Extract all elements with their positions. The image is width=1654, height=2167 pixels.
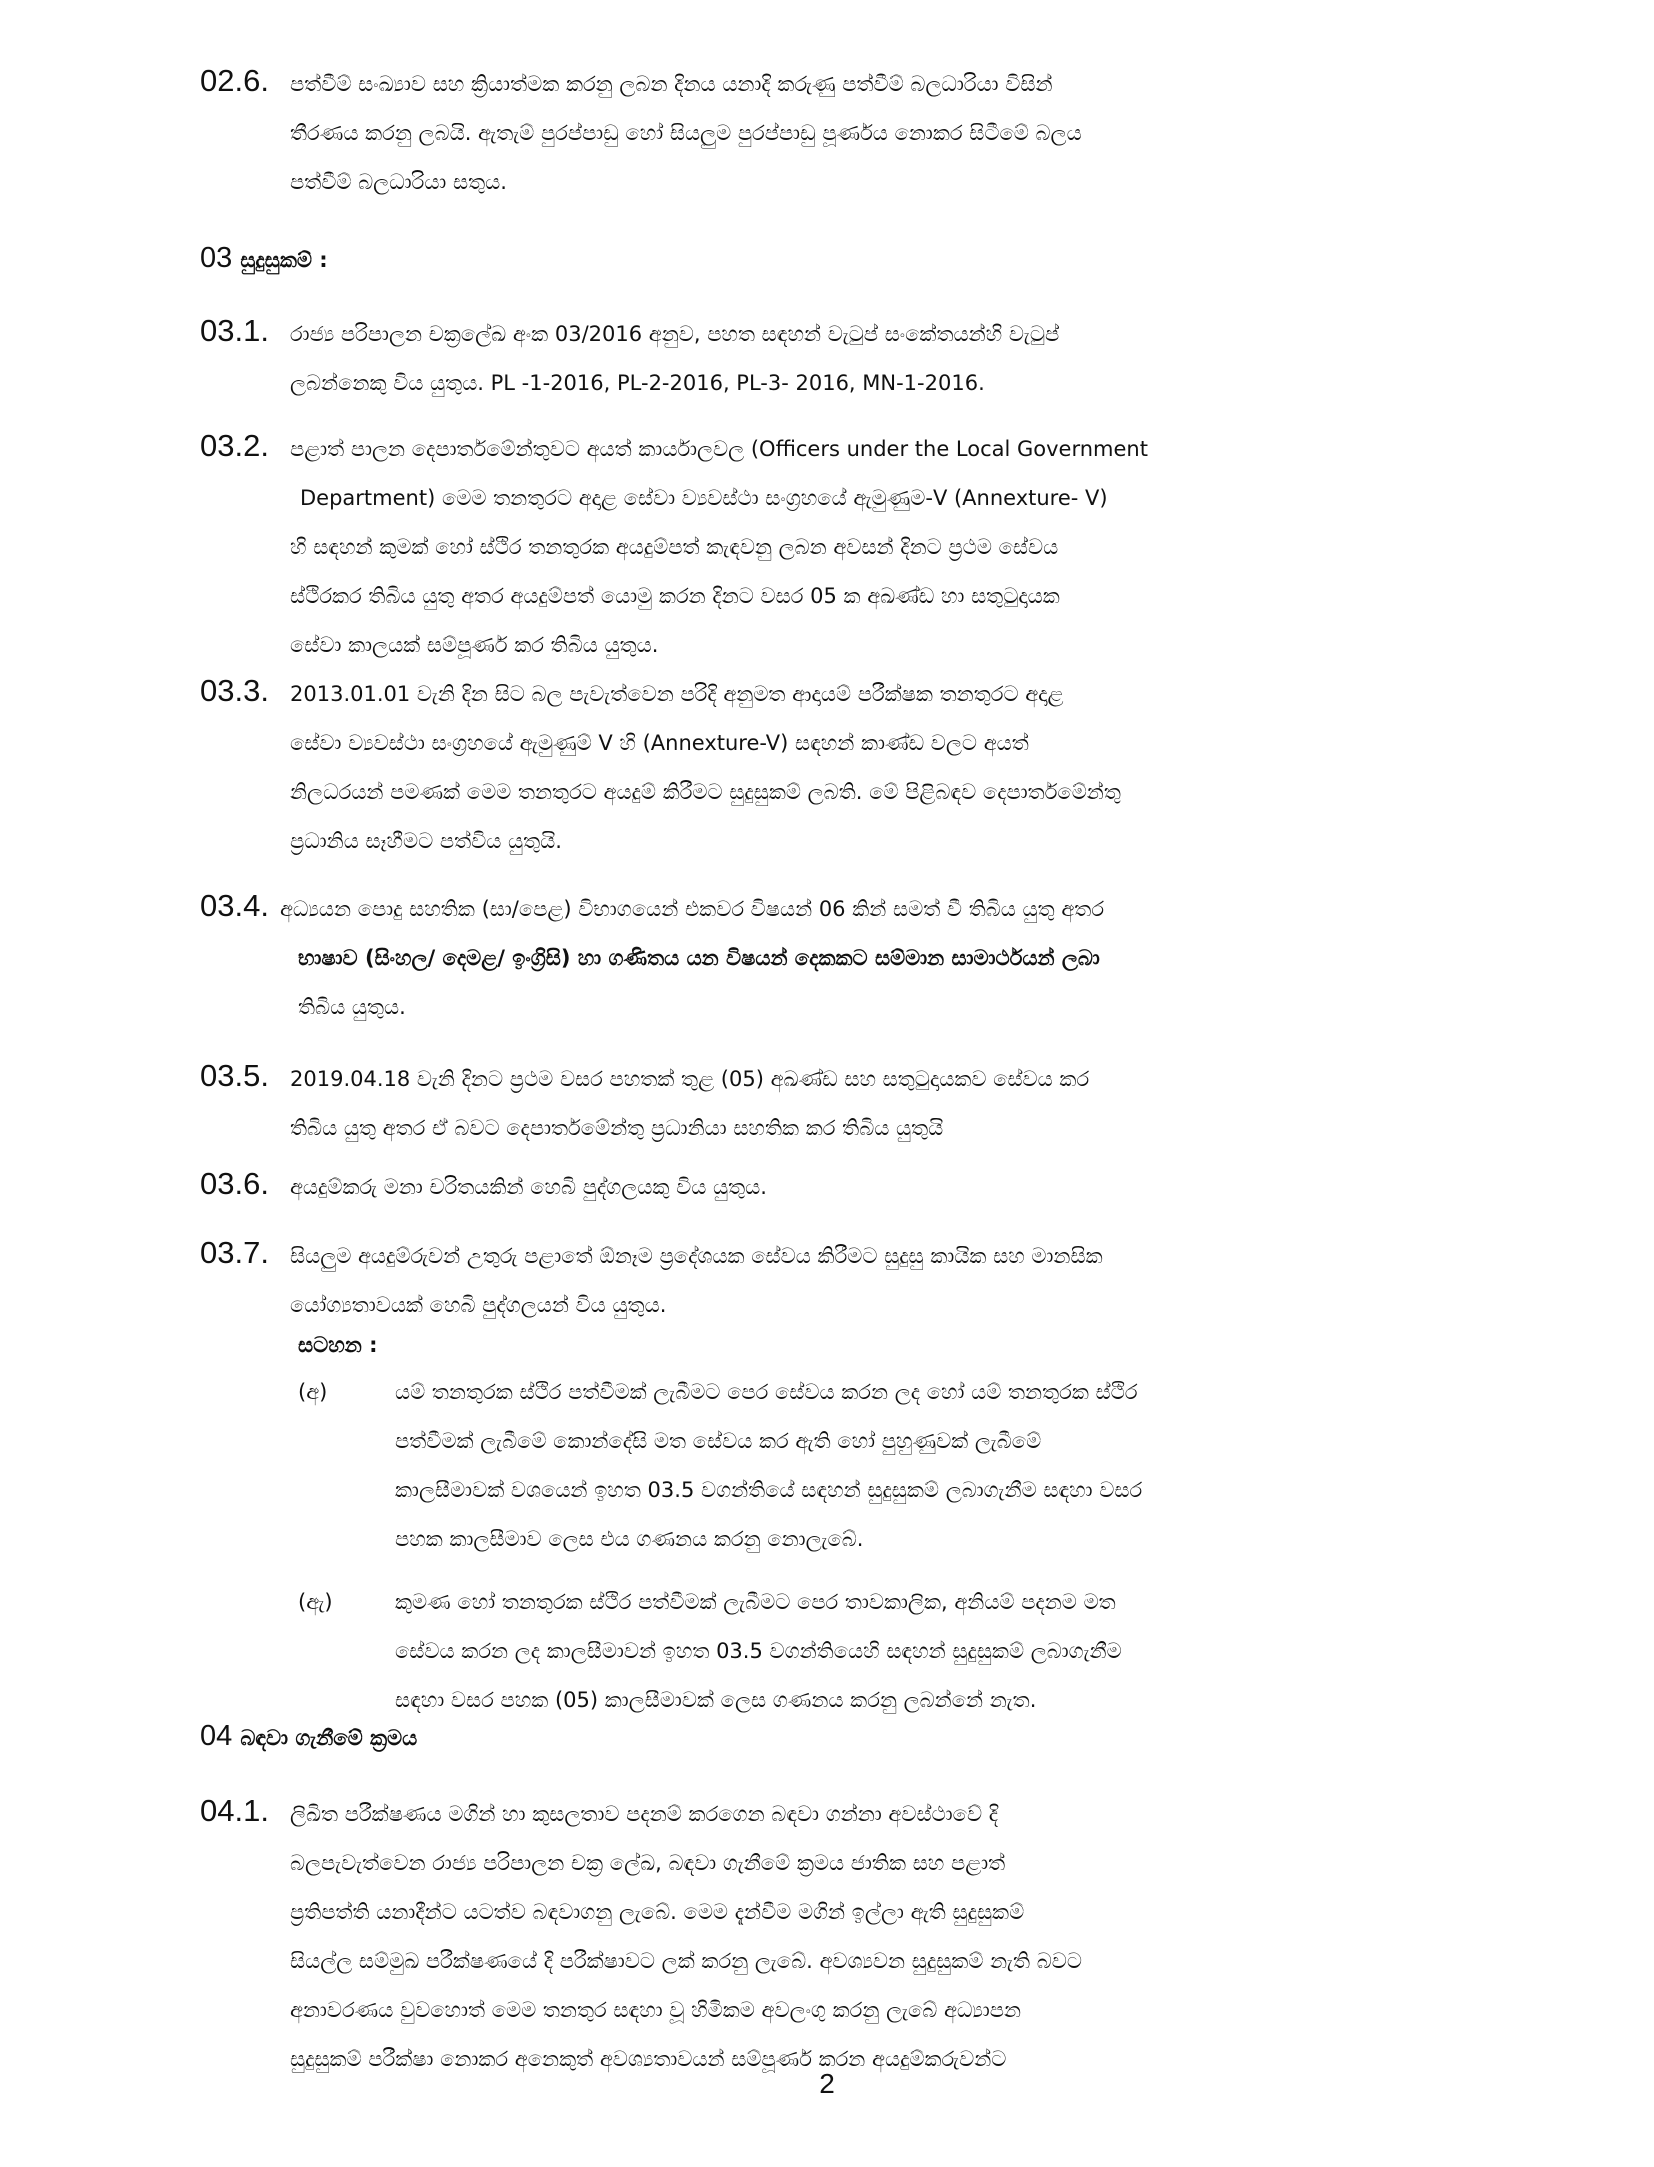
text-line: 2019.04.18 වැනි දිනට ප්‍රථම වසර පහතක් තුළ (05) අඛණ්ඩ සහ සතුටුදායකව සේවය කර — [290, 1067, 1090, 1091]
text-line: අයදුම්කරු මනා චරිතයකින් හෙබි පුද්ගලයකු විය යුතුය. — [290, 1175, 767, 1199]
text-line: අධ්‍යයන පොදු සහතික (සා/පෙළ) විභාගයෙන් එකවර විෂයන් 06 කින් සමත් වී තිබිය යුතු අතර — [280, 897, 1105, 921]
text-line: අනාවරණය වුවහොත් මෙම තනතුර සඳහා වූ හිමිකම අවලංගු කරනු ලැබේ අධ්‍යාපන — [290, 1998, 1022, 2022]
clause-03-1 — [200, 310, 1450, 408]
clause-text — [290, 1163, 1450, 1212]
clause-number: 03.7. — [200, 1235, 269, 1270]
text-line: හි සඳහන් කුමක් හෝ ස්ථිර තනතුරක අයදුම්පත් කැඳවනු ලබන අවසන් දිනට ප්‍රථම සේවය — [290, 535, 1059, 559]
clause-number: 03.3. — [200, 673, 269, 708]
sub-clause-a-text — [395, 1368, 1450, 1564]
sub-clause-marker: (අ) — [298, 1380, 328, 1404]
text-line: සියල්ල සම්මුඛ පරීක්ෂණයේ දි පරීක්ෂාවට ලක් කරනු ලැබේ. අවශ්‍යවන සුදුසුකම් නැති බවට — [290, 1949, 1082, 1973]
text-line: තීරණය කරනු ලබයි. ඇතැම් පුරප්පාඩු හෝ සියලුම පුරප්පාඩු පූර්ණය නොකර සිටීමේ බලය — [290, 121, 1082, 145]
text-line: භාෂාව (සිංහල/ දෙමළ/ ඉංග්‍රිසි) හා ගණිතය යන විෂයන් දෙකකට සම්මාන සාමාර්ථයන් ලබා — [298, 946, 1100, 970]
text-line: තිබිය යුතුය. — [298, 995, 406, 1019]
clause-text — [290, 670, 1450, 866]
text-line: සේවය කරන ලද කාලසීමාවන් ඉහත 03.5 වගන්තියෙහි සඳහන් සුදුසුකම් ලබාගැනීම — [395, 1639, 1122, 1663]
section-number: 03 — [200, 242, 233, 274]
clause-04-1 — [200, 1790, 1450, 2084]
clause-number: 04.1. — [200, 1793, 269, 1828]
section-number: 04 — [200, 1720, 233, 1752]
text-line: සේවා කාලයක් සම්පූර්ණ කර තිබිය යුතුය. — [290, 633, 659, 657]
text-line: සඳහා වසර පහක (05) කාලසීමාවක් ලෙස ගණනය කරනු ලබන්නේ නැත. — [395, 1688, 1037, 1712]
clause-03-5 — [200, 1055, 1450, 1153]
clause-number: 02.6. — [200, 63, 269, 98]
clause-text — [290, 60, 1450, 207]
clause-text — [290, 1055, 1450, 1153]
text-line: කුමණ හෝ තනතුරක ස්ථිර පත්වීමක් ලැබීමට පෙර තාවකාලික, අනියම් පදනම මත — [395, 1590, 1116, 1614]
note-label: සටහන : — [298, 1333, 378, 1357]
text-line: පත්වීමක් ලැබීමේ කොන්දේසි මත සේවය කර ඇති හෝ පුහුණුවක් ලැබීමේ — [395, 1429, 1042, 1453]
text-line: 2013.01.01 වැනි දින සිට බල පැවැත්වෙන පරිදි අනුමත ආදායම් පරීක්ෂක තනතුරට අදාළ — [290, 682, 1064, 706]
section-heading-04 — [200, 1716, 417, 1758]
text-line: පත්වීම් බලධාරියා සතුය. — [290, 170, 507, 194]
clause-text — [280, 885, 1450, 1032]
clause-text — [290, 310, 1450, 408]
text-line: Department) මෙම තනතුරට අදාළ සේවා ව්‍යවස්ථා සංග්‍රහයේ ඇමුණුම-V (Annexture- V) — [300, 486, 1108, 510]
clause-03-2 — [200, 425, 1450, 670]
clause-text — [290, 425, 1450, 670]
text-line: ලිඛිත පරීක්ෂණය මගින් හා කුසලතාව පදනම් කරගෙන බඳවා ගන්නා අවස්ථාවේ දි — [290, 1802, 999, 1826]
clause-03-6 — [200, 1163, 1450, 1212]
page-number: 2 — [819, 2068, 835, 2099]
text-line: යම් තනතුරක ස්ථිර පත්වීමක් ලැබීමට පෙර සේවය කරන ලද හෝ යම් තනතුරක ස්ථිර — [395, 1380, 1138, 1404]
clause-03-4 — [200, 885, 1450, 1032]
clause-text — [290, 1790, 1450, 2084]
text-line: නිලධරයන් පමණක් මෙම තනතුරට අයදුම් කිරීමට සුදුසුකම් ලබති. මේ පිළිබඳව දෙපාර්තමේන්තු — [290, 780, 1121, 804]
text-line: බලපැවැත්වෙන රාජ්‍ය පරිපාලන චක්‍ර ලේඛ, බඳවා ගැනීමේ ක්‍රමය ජාතික සහ පළාත් — [290, 1851, 1006, 1875]
section-title: බඳවා ගැනීමේ ක්‍රමය — [240, 1726, 418, 1750]
text-line: සියලුම අයදුම්රුවන් උතුරු පළාතේ ඕනෑම ප්‍රදේශයක සේවය කිරීමට සුදුසු කායික සහ මානසික — [290, 1244, 1103, 1268]
clause-number: 03.4. — [200, 888, 269, 923]
clause-number: 03.6. — [200, 1166, 269, 1201]
section-heading-03 — [200, 238, 328, 280]
clause-03-7 — [200, 1232, 1450, 1330]
clause-03-3 — [200, 670, 1450, 866]
sub-clause-marker: (ඇ) — [298, 1590, 333, 1614]
text-line: පත්වීම් සංඛ්‍යාව සහ ක්‍රියාත්මක කරනු ලබන දිනය යනාදි කරුණු පත්වීම් බලධාරියා විසින් — [290, 72, 1053, 96]
text-line: සුදුසුකම් පරීක්ෂා නොකර අනෙකුත් අවශ්‍යතාවයන් සම්පූර්ණ කරන අයදුම්කරුවන්ට — [290, 2047, 1007, 2071]
text-line: පළාත් පාලන දෙපාර්තමේන්තුවට අයත් කාර්යාලවල (Officers under the Local Government — [290, 437, 1148, 461]
text-line: ප්‍රධානිය සෑහීමට පත්විය යුතුයි. — [290, 829, 562, 853]
clause-number: 03.1. — [200, 313, 269, 348]
section-title: සුදුසුකම් : — [240, 248, 328, 272]
text-line: යෝග්‍යතාවයක් හෙබි පුද්ගලයන් විය යුතුය. — [290, 1293, 667, 1317]
text-line: ලබන්නෙකු විය යුතුය. PL -1-2016, PL-2-2016, PL-3- 2016, MN-1-2016. — [290, 371, 985, 395]
sub-clause-ae-text — [395, 1578, 1450, 1725]
text-line: තිබිය යුතු අතර ඒ බවට දෙපාර්තමේන්තු ප්‍රධානියා සහතික කර තිබිය යුතුයි — [290, 1116, 944, 1140]
text-line: ස්ථිරකර තිබිය යුතු අතර අයදුම්පත් යොමු කරන දිනට වසර 05 ක අඛණ්ඩ හා සතුටුදායක — [290, 584, 1060, 608]
text-line: පහක කාලසීමාව ලෙස එය ගණනය කරනු නොලැබේ. — [395, 1527, 864, 1551]
clause-text — [290, 1232, 1450, 1330]
text-line: ප්‍රතිපත්ති යනාදීන්ට යටත්ව බඳවාගනු ලැබේ. මෙම දැන්වීම මගින් ඉල්ලා ඇති සුදුසුකම් — [290, 1900, 1025, 1924]
clause-number: 03.2. — [200, 428, 269, 463]
text-line: රාජ්‍ය පරිපාලන චක්‍රලේඛ අංක 03/2016 අනුව, පහත සඳහන් වැටුප් සංකේතයන්හි වැටුප් — [290, 322, 1060, 346]
text-line: සේවා ව්‍යවස්ථා සංග්‍රහයේ ඇමුණුම් V හි (Annexture-V) සඳහන් කාණ්ඩ වලට අයත් — [290, 731, 1029, 755]
text-line: කාලසීමාවක් වශයෙන් ඉහත 03.5 වගන්තියේ සඳහන් සුදුසුකම් ලබාගැනීම සඳහා වසර — [395, 1478, 1143, 1502]
clause-number: 03.5. — [200, 1058, 269, 1093]
clause-02-6 — [200, 60, 1450, 207]
